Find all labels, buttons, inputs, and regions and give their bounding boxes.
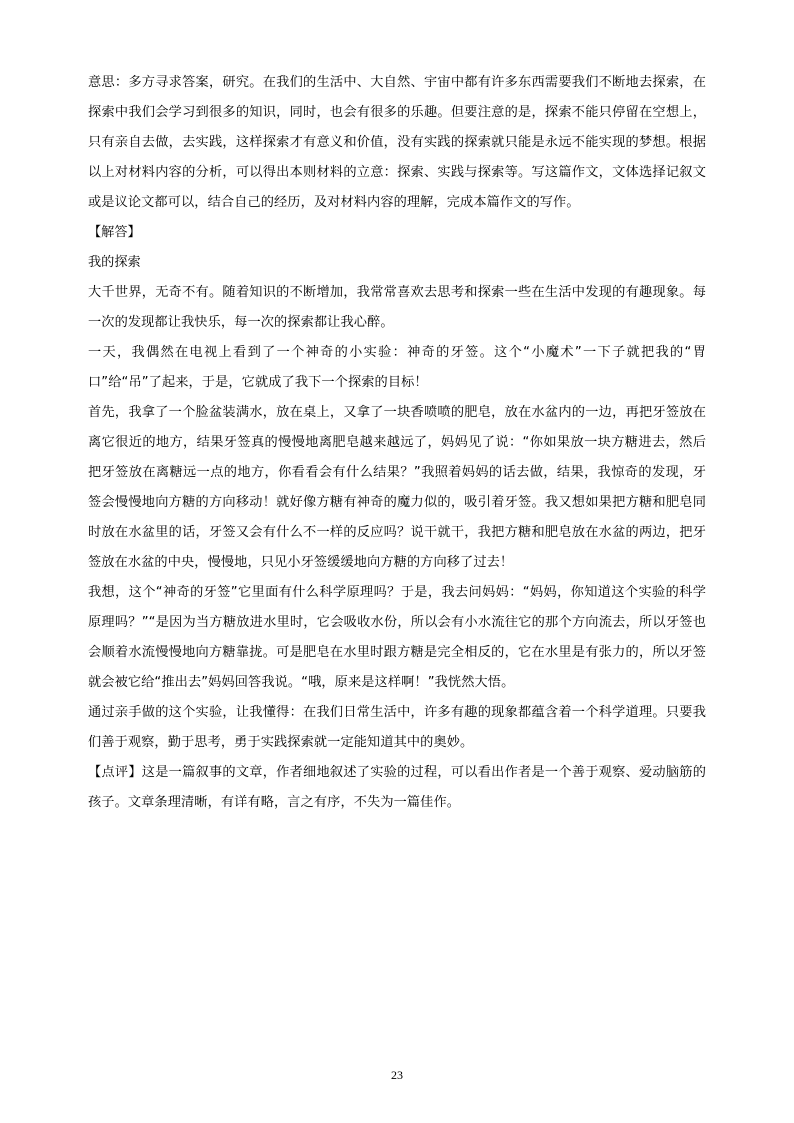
page-number: 23 xyxy=(391,1068,403,1082)
paragraph-analysis: 意思：多方寻求答案，研究。在我们的生活中、大自然、宇宙中都有许多东西需要我们不断地去探索，在探索中我们会学习到很多的知识，同时，也会有很多的乐趣。但要注意的是，探索不能只停留在空想上，只有亲自去做，去实践，这样探索才有意义和价值，没有实践的探索就只能是永远不能实现的梦想。根据以上对材料内容的分析，可以得出本则材料的立意：探索、实践与探索等。写这篇作文，文体选择记叙文或是议论文都可以，结合自己的经历，及对材料内容的理解，完成本篇作文的写作。 xyxy=(88,75,706,210)
paragraph-essay-2: 一天，我偶然在电视上看到了一个神奇的小实验：神奇的牙签。这个“小魔术”一下子就把我的“胃口”给“吊”了起来，于是，它就成了我下一个探索的目标！ xyxy=(88,345,706,390)
paragraph-essay-1: 大千世界，无奇不有。随着知识的不断增加，我常常喜欢去思考和探索一些在生活中发现的有趣现象。每一次的发现都让我快乐，每一次的探索都让我心醉。 xyxy=(88,285,706,330)
document-body xyxy=(88,68,706,818)
section-heading-answer: 【解答】 xyxy=(88,225,141,240)
paragraph-essay-4: 我想，这个“神奇的牙签”它里面有什么科学原理吗？于是，我去问妈妈：“妈妈，你知道这个实验的科学原理吗？”“是因为当方糖放进水里时，它会吸收水份，所以会有小水流往它的那个方向流去，所以牙签也会顺着水流慢慢地向方糖靠拢。可是肥皂在水里时跟方糖是完全相反的，它在水里是有张力的，所以牙签就会被它给“推出去”妈妈回答我说。“哦，原来是这样啊！”我恍然大悟。 xyxy=(88,585,706,690)
essay-title: 我的探索 xyxy=(88,255,141,270)
paragraph-essay-3: 首先，我拿了一个脸盆装满水，放在桌上，又拿了一块香喷喷的肥皂，放在水盆内的一边，再把牙签放在离它很近的地方，结果牙签真的慢慢地离肥皂越来越远了，妈妈见了说：“你如果放一块方糖进去，然后把牙签放在离糖远一点的地方，你看看会有什么结果？”我照着妈妈的话去做，结果，我惊奇的发现，牙签会慢慢地向方糖的方向移动！就好像方糖有神奇的魔力似的，吸引着牙签。我又想如果把方糖和肥皂同时放在水盆里的话，牙签又会有什么不一样的反应吗？说干就干，我把方糖和肥皂放在水盆的两边，把牙签放在水盆的中央，慢慢地，只见小牙签缓缓地向方糖的方向移了过去！ xyxy=(88,405,706,570)
paragraph-essay-5: 通过亲手做的这个实验，让我懂得：在我们日常生活中，许多有趣的现象都蕴含着一个科学道理。只要我们善于观察，勤于思考，勇于实践探索就一定能知道其中的奥妙。 xyxy=(88,705,706,750)
paragraph-comment: 【点评】这是一篇叙事的文章，作者细地叙述了实验的过程，可以看出作者是一个善于观察、爱动脑筋的孩子。文章条理清晰，有详有略，言之有序，不失为一篇佳作。 xyxy=(88,765,706,810)
